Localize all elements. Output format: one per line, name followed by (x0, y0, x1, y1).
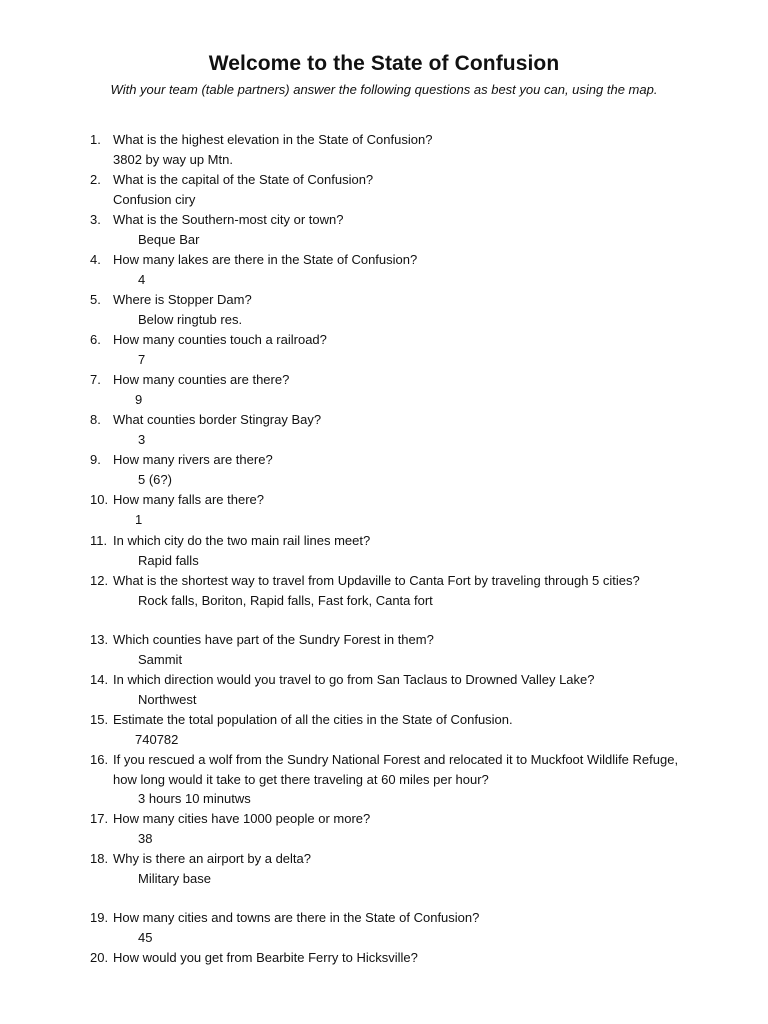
answer-text: 38 (138, 831, 153, 846)
answer-text: 3 hours 10 minutws (138, 791, 251, 806)
question-text: Where is Stopper Dam? (113, 292, 252, 307)
answer-text: 45 (138, 930, 153, 945)
question-number: 19. (90, 910, 109, 925)
question-text: In which direction would you travel to go from San Taclaus to Drowned Valley Lake? (113, 672, 595, 687)
question-number: 12. (90, 573, 109, 588)
answer-text: Military base (138, 871, 211, 886)
answer-text: 3 (138, 432, 146, 447)
question-text: What counties border Stingray Bay? (113, 412, 322, 427)
answer-text: Beque Bar (138, 232, 200, 247)
answer-text: Below ringtub res. (138, 312, 243, 327)
question-number: 3. (90, 212, 101, 227)
question-text: How many cities and towns are there in the State of Confusion? (113, 910, 480, 925)
question-number: 11. (90, 533, 108, 548)
answer-text: 1 (135, 512, 143, 527)
answer-text: Rapid falls (138, 553, 199, 568)
question-number: 13. (90, 632, 109, 647)
question-text: What is the highest elevation in the State of Confusion? (113, 132, 433, 147)
question-text: In which city do the two main rail lines meet? (113, 533, 371, 548)
page-title: Welcome to the State of Confusion (208, 52, 560, 75)
question-number: 15. (90, 712, 109, 727)
question-number: 20. (90, 950, 109, 965)
answer-text: 4 (138, 272, 146, 287)
question-number: 18. (90, 851, 109, 866)
question-number: 10. (90, 492, 109, 507)
answer-text: 740782 (135, 732, 179, 747)
question-text: What is the Southern-most city or town? (113, 212, 344, 227)
answer-text: Confusion ciry (113, 192, 196, 207)
question-number: 16. (90, 752, 109, 767)
answer-text: 3802 by way up Mtn. (113, 152, 233, 167)
question-text: If you rescued a wolf from the Sundry National Forest and relocated it to Muckfoot Wildlife Refuge, how long would it take to get there traveling at 60 miles per hour? (113, 752, 679, 787)
question-number: 6. (90, 332, 101, 347)
answer-text: 5 (6?) (138, 472, 172, 487)
question-number: 1. (90, 132, 101, 147)
answer-text: Sammit (138, 652, 183, 667)
question-text: How many rivers are there? (113, 452, 273, 467)
answer-text: 9 (135, 392, 143, 407)
question-text: What is the shortest way to travel from Updaville to Canta Fort by traveling through 5 cities? (113, 573, 640, 588)
question-number: 17. (90, 811, 109, 826)
question-text: How many counties touch a railroad? (113, 332, 327, 347)
answer-text: Northwest (138, 692, 197, 707)
question-text: Which counties have part of the Sundry Forest in them? (113, 632, 434, 647)
question-text: Why is there an airport by a delta? (113, 851, 311, 866)
question-number: 7. (90, 372, 101, 387)
question-text: What is the capital of the State of Confusion? (113, 172, 374, 187)
answer-text: Rock falls, Boriton, Rapid falls, Fast fork, Canta fort (138, 593, 433, 608)
question-text: Estimate the total population of all the cities in the State of Confusion. (113, 712, 513, 727)
question-number: 4. (90, 252, 101, 267)
question-text: How many falls are there? (113, 492, 265, 507)
question-number: 2. (90, 172, 101, 187)
question-number: 14. (90, 672, 109, 687)
question-text: How many cities have 1000 people or more? (113, 811, 371, 826)
question-number: 9. (90, 452, 101, 467)
answer-text: 7 (138, 352, 146, 367)
page-subtitle: With your team (table partners) answer the following questions as best you can, using the map. (110, 82, 658, 97)
question-text: How many lakes are there in the State of Confusion? (113, 252, 418, 267)
question-text: How many counties are there? (113, 372, 290, 387)
question-number: 5. (90, 292, 101, 307)
question-text: How would you get from Bearbite Ferry to Hicksville? (113, 950, 418, 965)
question-number: 8. (90, 412, 101, 427)
